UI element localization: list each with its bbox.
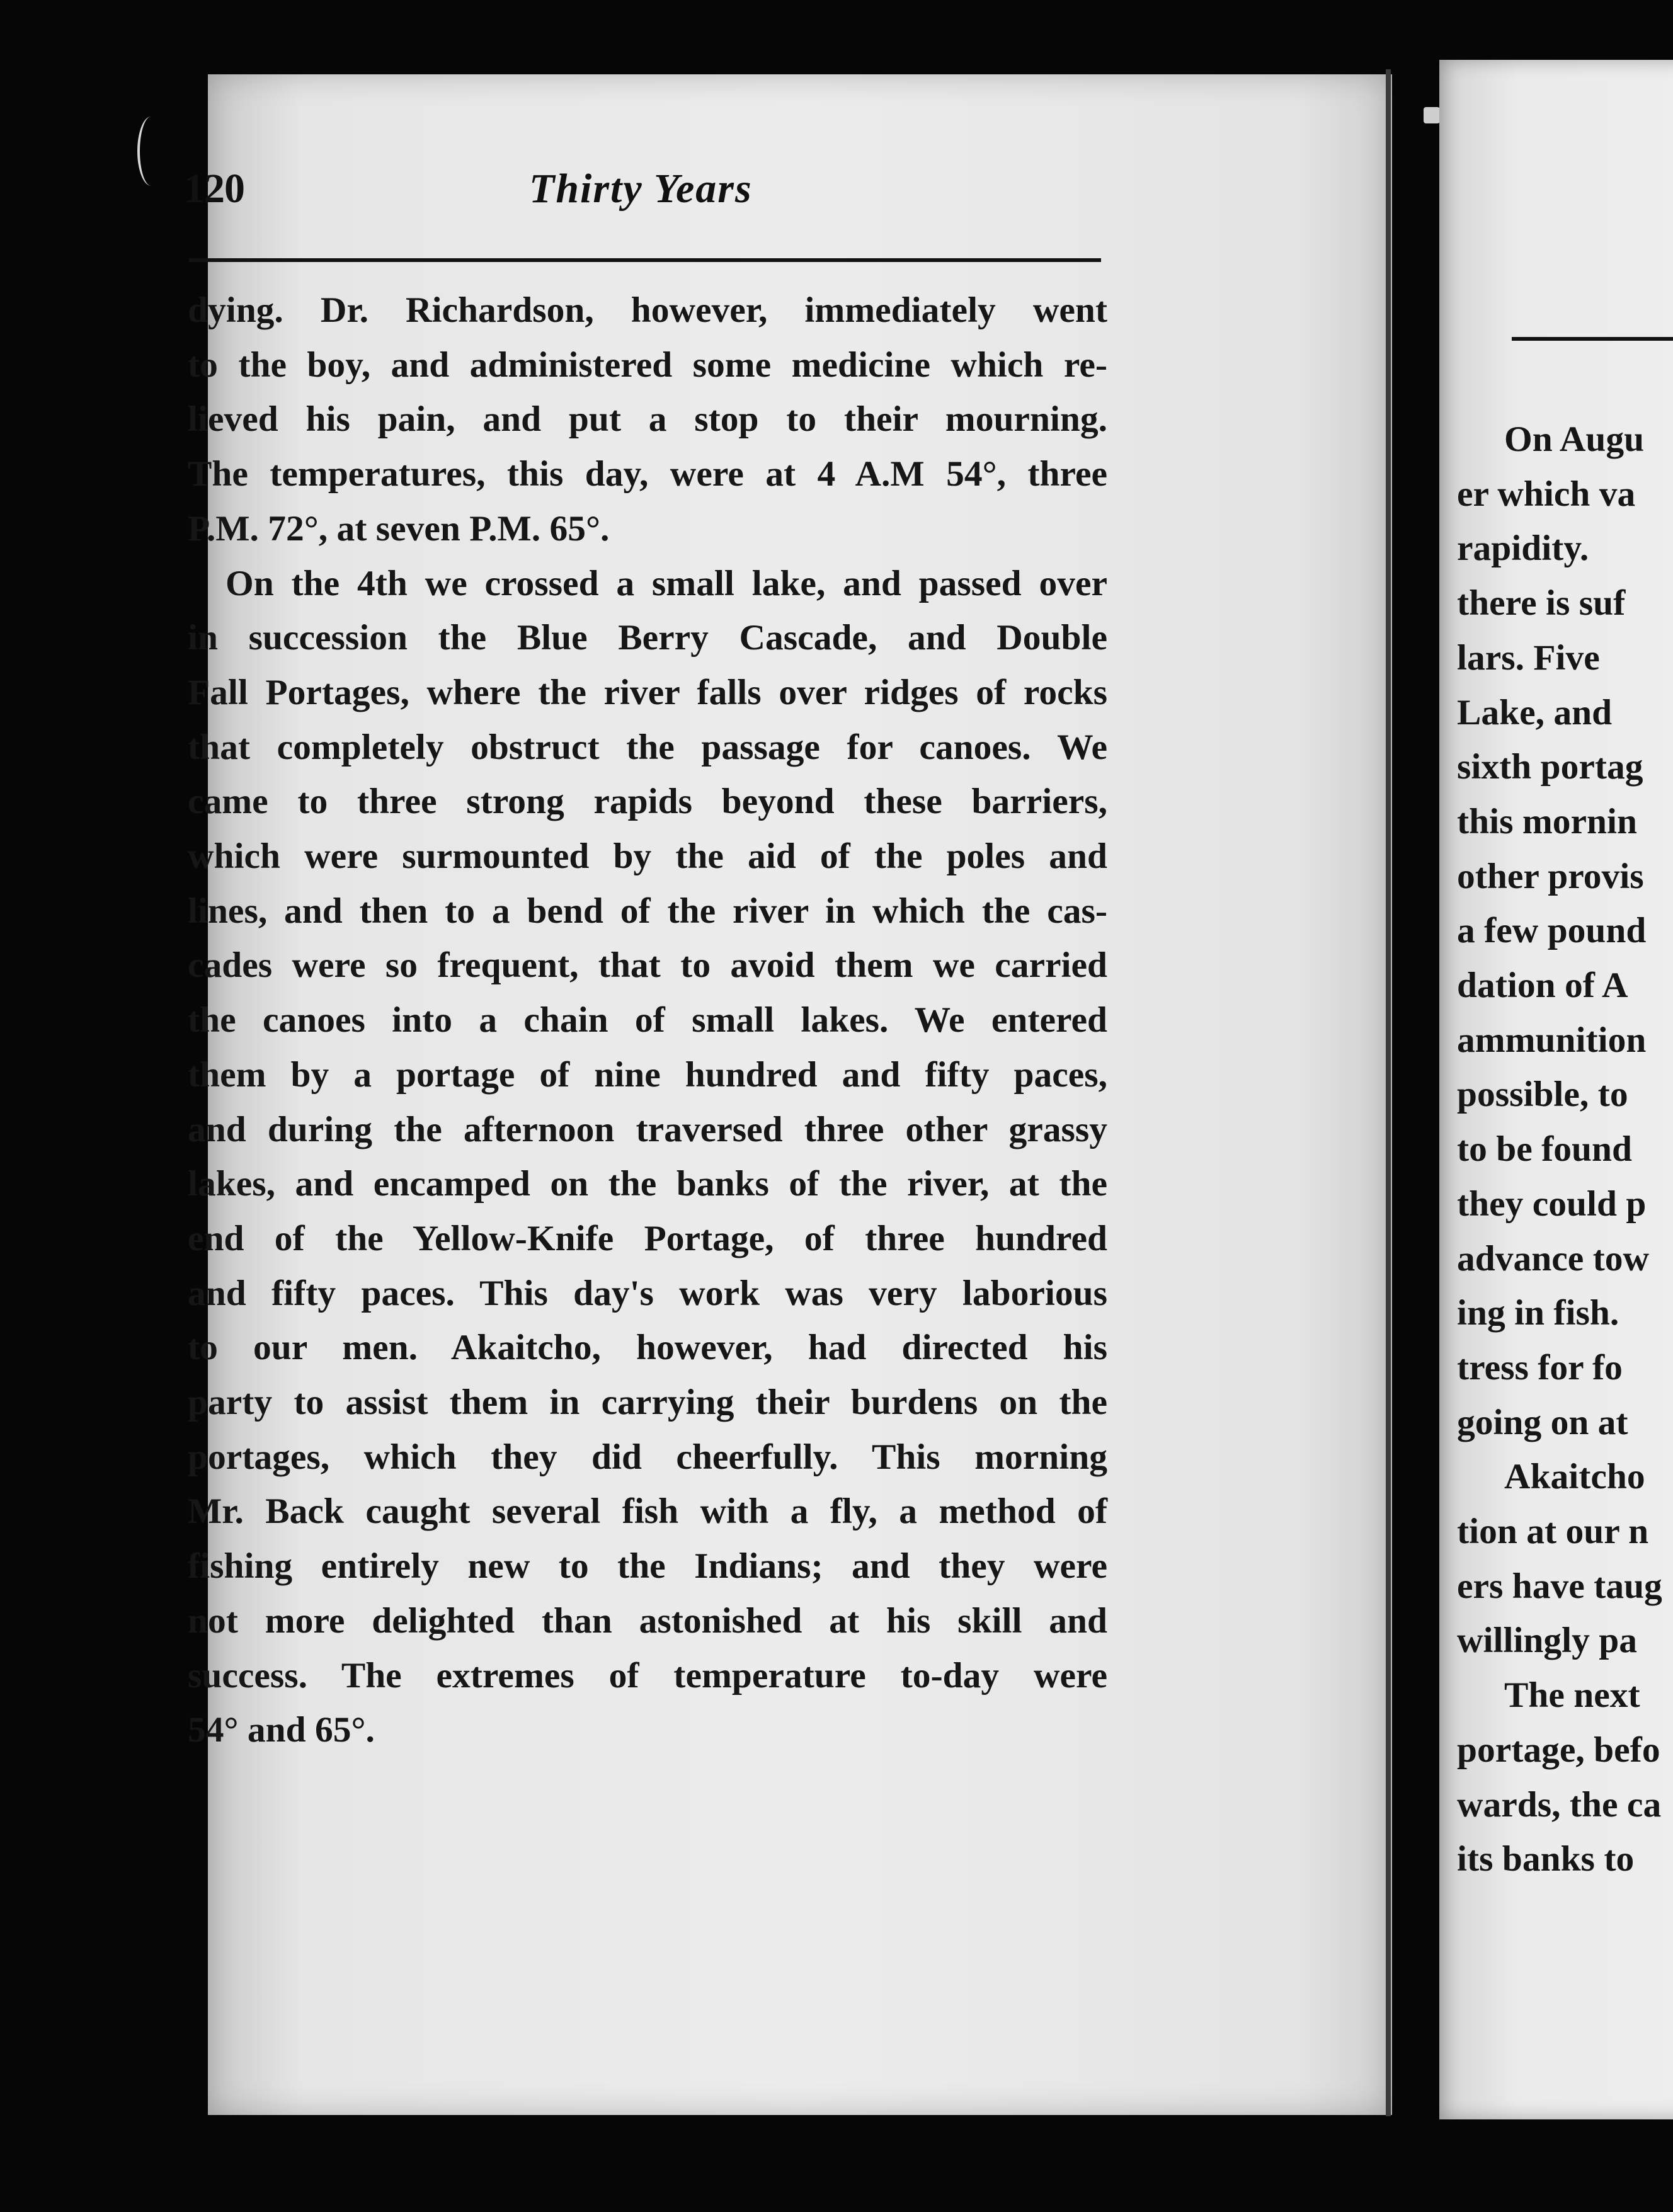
text-line: On the 4th we crossed a small lake, and passed over [226,563,1107,603]
text-line: advance tow [1457,1238,1650,1279]
text-line: portages, which they did cheerfully. This morning [188,1437,1107,1477]
text-line: dying. Dr. Richardson, however, immediately went [188,290,1107,330]
text-line: cades were so frequent, that to avoid them we carried [188,945,1107,986]
running-head: Thirty Years [529,166,753,212]
right-header-rule [1512,337,1673,341]
text-line: The next [1504,1675,1640,1716]
text-line: tress for fo [1457,1347,1623,1388]
text-line: a few pound [1457,911,1647,951]
text-line: to be found [1457,1129,1632,1170]
text-line: its banks to [1457,1839,1635,1879]
text-line: them by a portage of nine hundred and fifty paces, [188,1054,1107,1095]
text-line: er which va [1457,474,1636,514]
text-line: lars. Five [1457,637,1600,678]
text-line: Akaitcho [1504,1457,1645,1497]
text-line: lines, and then to a bend of the river in which the cas- [188,891,1107,931]
text-line: wards, the ca [1457,1784,1662,1825]
text-line: P.M. 72°, at seven P.M. 65°. [188,508,610,549]
text-line: portage, befo [1457,1730,1660,1770]
text-line: that completely obstruct the passage for canoes. We [188,727,1107,767]
text-line: ing in fish. [1457,1293,1619,1333]
text-line: success. The extremes of temperature to-day were [188,1655,1107,1696]
text-line: not more delighted than astonished at his skill and [188,1600,1107,1641]
text-line: in succession the Blue Berry Cascade, and Double [188,618,1107,658]
text-line: Mr. Back caught several fish with a fly, a method of [188,1491,1107,1532]
text-line: came to three strong rapids beyond these barriers, [188,782,1107,822]
text-line: 54° and 65°. [188,1710,375,1750]
text-line: tion at our n [1457,1512,1649,1552]
text-line: to our men. Akaitcho, however, had directed his [188,1328,1107,1368]
text-line: ers have taug [1457,1566,1662,1606]
scan-fold-mark [1424,107,1440,123]
text-line: there is suf [1457,583,1626,624]
text-line: Lake, and [1457,692,1613,733]
text-line: they could p [1457,1183,1647,1224]
text-line: rapidity. [1457,528,1589,569]
text-line: the canoes into a chain of small lakes. We entered [188,1000,1107,1040]
text-line: going on at [1457,1402,1628,1442]
text-line: lieved his pain, and put a stop to their mourning. [188,399,1107,440]
text-line: this mornin [1457,801,1637,841]
text-line: other provis [1457,856,1644,896]
page-number: 120 [184,166,244,212]
text-line: end of the Yellow-Knife Portage, of three hundred [188,1218,1107,1258]
text-line: and during the afternoon traversed three other grassy [188,1109,1107,1149]
text-line: lakes, and encamped on the banks of the river, at the [188,1164,1107,1204]
text-line: On Augu [1504,419,1645,459]
header-rule [189,258,1101,262]
text-line: sixth portag [1457,747,1643,787]
right-page-text [1457,413,1673,1887]
text-line: Fall Portages, where the river falls over ridges of rocks [188,672,1107,712]
body-text [188,283,1107,1758]
scan-stray-mark [137,117,165,186]
text-line: fishing entirely new to the Indians; and they were [188,1546,1107,1587]
text-line: willingly pa [1457,1621,1637,1661]
text-line: to the boy, and administered some medicine which re- [188,345,1107,385]
text-line: possible, to [1457,1075,1628,1115]
text-line: dation of A [1457,966,1628,1006]
text-line: party to assist them in carrying their burdens on the [188,1382,1107,1423]
text-line: and fifty paces. This day's work was very laborious [188,1273,1107,1313]
text-line: ammunition [1457,1020,1647,1060]
text-line: which were surmounted by the aid of the poles and [188,836,1107,877]
page-gutter [1386,69,1391,2116]
right-page [1439,60,1673,2119]
text-line: The temperatures, this day, were at 4 A.M 54°, three [188,454,1107,494]
